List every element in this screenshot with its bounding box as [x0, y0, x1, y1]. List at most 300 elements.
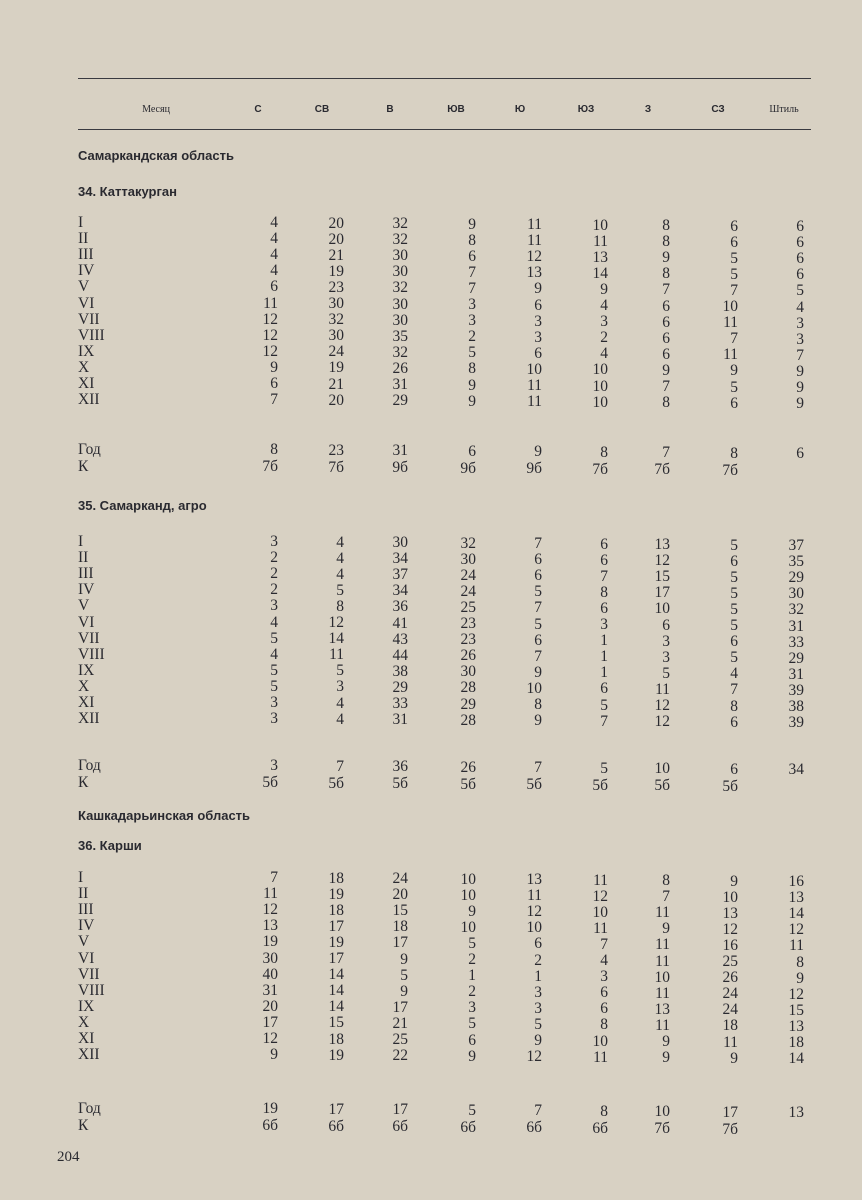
- cell: 11: [593, 1048, 608, 1066]
- cell: 24: [460, 582, 476, 600]
- cell: 13: [592, 248, 608, 266]
- cell: 16: [722, 936, 738, 954]
- cell: 3: [534, 328, 542, 346]
- cell: 24: [328, 343, 344, 361]
- cell: 25: [392, 1031, 408, 1048]
- cell: 9: [400, 950, 408, 968]
- cell: 7б: [592, 460, 608, 478]
- cell: 9: [400, 982, 408, 1000]
- cell: 17: [392, 934, 408, 952]
- month-row: [78, 565, 818, 587]
- cell: 6: [270, 278, 278, 296]
- cell: 5б: [460, 775, 476, 793]
- cell: 7: [796, 346, 804, 364]
- month-row: [78, 310, 818, 332]
- cell: 37: [788, 537, 804, 554]
- month-row: [78, 358, 818, 380]
- cell: 29: [788, 569, 804, 587]
- month-row: [78, 294, 818, 316]
- cell: 10: [592, 393, 608, 411]
- cell: 7б: [654, 1120, 670, 1137]
- cell: 8: [730, 697, 738, 715]
- cell: 8: [468, 360, 476, 378]
- cell: 31: [788, 617, 804, 635]
- row-label: III: [78, 565, 94, 583]
- cell: 31: [392, 376, 408, 393]
- cell: 7: [662, 281, 670, 299]
- cell: 5: [534, 583, 542, 601]
- cell: 8: [270, 441, 278, 458]
- page-number: 204: [57, 1149, 80, 1165]
- row-label: XI: [78, 375, 95, 392]
- row-label: IX: [78, 342, 95, 360]
- month-row: [78, 581, 818, 603]
- cell: 14: [328, 998, 344, 1016]
- cell: 11: [723, 1033, 738, 1051]
- cell: 37: [392, 566, 408, 584]
- cell: 10: [460, 918, 476, 936]
- cell: 2: [270, 549, 278, 567]
- cell: 7: [600, 935, 608, 953]
- cell: 5б: [654, 777, 670, 794]
- cell: 3: [270, 694, 278, 711]
- cell: 6: [796, 218, 804, 235]
- month-row: [78, 326, 818, 348]
- row-label: I: [78, 214, 84, 231]
- cell: 1: [600, 648, 608, 666]
- cell: 3: [534, 983, 542, 1001]
- cell: 12: [654, 552, 670, 570]
- cell: 8: [600, 1102, 608, 1120]
- cell: 3: [534, 999, 542, 1017]
- cell: 4: [270, 645, 278, 663]
- cell: 8: [600, 443, 608, 461]
- row-label: XII: [78, 1046, 100, 1064]
- cell: 43: [392, 630, 408, 648]
- cell: 7: [730, 681, 738, 699]
- row-label: II: [78, 885, 89, 903]
- row-label: VIII: [78, 645, 105, 663]
- cell: 5: [468, 934, 476, 952]
- cell: 18: [722, 1017, 738, 1035]
- cell: 9: [662, 361, 670, 379]
- cell: 11: [593, 232, 608, 250]
- month-row: [78, 278, 818, 300]
- k-row: [78, 774, 818, 795]
- cell: 11: [655, 904, 670, 922]
- row-label: I: [78, 869, 84, 886]
- month-row: [78, 262, 818, 284]
- station-title: 36. Карши: [78, 838, 142, 853]
- cell: 32: [392, 343, 408, 361]
- cell: 2: [468, 328, 476, 346]
- cell: 2: [468, 983, 476, 1001]
- cell: 5б: [328, 774, 344, 792]
- cell: 13: [526, 264, 542, 282]
- cell: 7: [534, 759, 542, 776]
- cell: 10: [592, 377, 608, 395]
- month-row: [78, 597, 818, 619]
- cell: 17: [328, 917, 344, 935]
- header-col: З: [644, 104, 652, 115]
- cell: 6: [468, 247, 476, 265]
- cell: 10: [654, 968, 670, 986]
- row-label: III: [78, 901, 94, 919]
- cell: 9: [662, 1049, 670, 1067]
- cell: 3: [468, 296, 476, 313]
- header-col: СЗ: [711, 104, 725, 115]
- cell: 6б: [392, 1118, 408, 1135]
- cell: 34: [392, 582, 408, 600]
- cell: 7: [730, 281, 738, 299]
- cell: 3: [600, 313, 608, 331]
- cell: 5б: [592, 776, 608, 794]
- cell: 4: [270, 214, 278, 231]
- month-row: [78, 549, 818, 571]
- row-label: I: [78, 533, 84, 550]
- cell: 5: [600, 759, 608, 777]
- month-row: [78, 1013, 818, 1035]
- cell: 6: [730, 633, 738, 651]
- cell: 12: [788, 921, 804, 939]
- row-label: XI: [78, 1030, 95, 1047]
- cell: 12: [526, 248, 542, 266]
- cell: 13: [788, 889, 804, 907]
- cell: 36: [392, 598, 408, 616]
- cell: 11: [723, 314, 738, 332]
- cell: 5б: [392, 775, 408, 792]
- cell: 7: [662, 378, 670, 395]
- cell: 12: [328, 614, 344, 631]
- k-row: [78, 458, 818, 479]
- cell: 9: [468, 376, 476, 394]
- month-row: [78, 949, 818, 971]
- row-label: IV: [78, 917, 95, 935]
- cell: 10: [460, 886, 476, 904]
- header-col: Ю: [514, 104, 526, 115]
- cell: 5: [468, 1101, 476, 1119]
- cell: 9б: [460, 459, 476, 477]
- cell: 24: [722, 1001, 738, 1019]
- cell: 9: [468, 1047, 476, 1065]
- cell: 5: [730, 536, 738, 554]
- cell: 8: [662, 394, 670, 412]
- cell: 3: [796, 330, 804, 348]
- cell: 24: [722, 985, 738, 1003]
- cell: 3: [468, 999, 476, 1017]
- cell: 3: [662, 648, 670, 666]
- cell: 7б: [654, 461, 670, 478]
- cell: 4: [336, 710, 344, 728]
- month-row: [78, 342, 818, 364]
- row-label: V: [78, 597, 90, 615]
- row-label: X: [78, 677, 90, 695]
- cell: 5: [400, 966, 408, 984]
- row-label: II: [78, 230, 89, 248]
- cell: 7: [534, 1102, 542, 1119]
- cell: 25: [460, 598, 476, 616]
- row-label: VI: [78, 949, 95, 967]
- cell: 6: [730, 217, 738, 235]
- cell: 4: [336, 533, 344, 551]
- cell: 9: [730, 872, 738, 890]
- cell: 10: [592, 361, 608, 379]
- cell: 9: [468, 902, 476, 920]
- row-label: VII: [78, 310, 100, 328]
- cell: 17: [392, 998, 408, 1016]
- cell: 10: [722, 888, 738, 906]
- cell: 6б: [526, 1119, 542, 1136]
- row-label: III: [78, 246, 94, 264]
- cell: 21: [328, 246, 344, 264]
- cell: 10: [592, 216, 608, 234]
- cell: 18: [788, 1034, 804, 1051]
- row-label: X: [78, 358, 90, 376]
- cell: 6: [796, 266, 804, 284]
- row-label: VI: [78, 294, 95, 312]
- cell: 6: [534, 631, 542, 649]
- cell: 4: [600, 345, 608, 363]
- month-row: [78, 613, 818, 635]
- month-row: [78, 917, 818, 939]
- cell: 9: [600, 280, 608, 298]
- cell: 30: [328, 295, 344, 312]
- cell: 8: [336, 597, 344, 615]
- year-row: [78, 1100, 818, 1121]
- cell: 32: [788, 601, 804, 619]
- cell: 4: [600, 952, 608, 969]
- cell: 30: [460, 663, 476, 681]
- cell: 13: [654, 1000, 670, 1018]
- cell: 8: [662, 217, 670, 234]
- cell: 14: [592, 264, 608, 282]
- year-row: [78, 441, 818, 462]
- cell: 3: [270, 533, 278, 550]
- cell: 10: [526, 360, 542, 378]
- cell: 8: [534, 696, 542, 713]
- cell: 24: [460, 566, 476, 584]
- cell: 10: [526, 919, 542, 937]
- cell: 11: [655, 1016, 670, 1034]
- cell: 35: [788, 553, 804, 571]
- cell: 30: [262, 949, 278, 967]
- cell: 12: [722, 920, 738, 938]
- year-row: [78, 757, 818, 778]
- row-label: IV: [78, 581, 95, 599]
- cell: 6: [662, 616, 670, 634]
- cell: 14: [328, 982, 344, 1000]
- cell: 32: [328, 311, 344, 329]
- cell: 10: [654, 760, 670, 777]
- cell: 31: [392, 711, 408, 729]
- cell: 15: [392, 902, 408, 920]
- cell: 19: [328, 359, 344, 377]
- cell: 22: [392, 1047, 408, 1065]
- cell: 8: [662, 265, 670, 283]
- cell: 6б: [262, 1117, 278, 1134]
- cell: 14: [328, 630, 344, 648]
- cell: 41: [392, 614, 408, 632]
- cell: 6: [600, 1000, 608, 1018]
- cell: 5: [534, 615, 542, 633]
- cell: 18: [328, 869, 344, 887]
- header-col: В: [386, 104, 394, 115]
- cell: 38: [392, 662, 408, 680]
- cell: 9: [730, 362, 738, 380]
- cell: 12: [654, 697, 670, 714]
- cell: 11: [789, 937, 804, 955]
- cell: 10: [722, 298, 738, 315]
- cell: 7: [336, 757, 344, 775]
- cell: 20: [392, 886, 408, 904]
- cell: 8: [796, 953, 804, 971]
- cell: 6: [796, 234, 804, 252]
- region-title: Самаркандская область: [78, 148, 234, 163]
- cell: 20: [328, 230, 344, 248]
- cell: 6б: [592, 1119, 608, 1137]
- cell: 30: [392, 263, 408, 281]
- cell: 18: [392, 918, 408, 936]
- cell: 35: [392, 327, 408, 345]
- cell: 14: [328, 966, 344, 984]
- row-label: К: [78, 1117, 89, 1134]
- header-col: СВ: [314, 104, 330, 115]
- cell: 7б: [722, 461, 738, 479]
- cell: 9: [662, 1033, 670, 1050]
- cell: 12: [526, 903, 542, 921]
- cell: 26: [460, 647, 476, 665]
- cell: 32: [392, 231, 408, 249]
- cell: 9: [662, 249, 670, 267]
- cell: 7б: [328, 458, 344, 476]
- header-col: Штиль: [769, 104, 799, 115]
- cell: 17: [328, 1100, 344, 1118]
- cell: 10: [592, 903, 608, 921]
- cell: 24: [392, 870, 408, 887]
- row-label: XII: [78, 391, 100, 409]
- cell: 30: [392, 295, 408, 313]
- row-label: XII: [78, 710, 100, 728]
- row-label: X: [78, 1013, 90, 1031]
- cell: 5б: [526, 776, 542, 793]
- cell: 17: [328, 950, 344, 967]
- cell: 7: [534, 647, 542, 665]
- cell: 9: [662, 920, 670, 938]
- cell: 17: [722, 1103, 738, 1121]
- cell: 21: [392, 1014, 408, 1032]
- cell: 29: [392, 678, 408, 696]
- cell: 28: [460, 679, 476, 697]
- cell: 39: [788, 714, 804, 732]
- cell: 4: [270, 262, 278, 280]
- cell: 23: [328, 278, 344, 296]
- cell: 30: [392, 311, 408, 329]
- region-title: Кашкадарьинская область: [78, 808, 251, 823]
- row-label: К: [78, 774, 89, 791]
- cell: 8: [468, 231, 476, 249]
- cell: 25: [722, 953, 738, 970]
- cell: 2: [270, 565, 278, 583]
- row-label: VI: [78, 613, 95, 631]
- cell: 26: [722, 969, 738, 987]
- cell: 3: [270, 757, 278, 774]
- row-label: VIII: [78, 981, 105, 999]
- header-col: С: [254, 104, 262, 115]
- cell: 15: [654, 568, 670, 586]
- month-row: [78, 645, 818, 667]
- cell: 12: [526, 1048, 542, 1066]
- month-row: [78, 1046, 818, 1068]
- cell: 3: [796, 314, 804, 332]
- cell: 7б: [722, 1120, 738, 1138]
- cell: 7: [600, 712, 608, 730]
- cell: 32: [460, 534, 476, 552]
- cell: 7: [270, 391, 278, 409]
- cell: 9б: [392, 459, 408, 476]
- cell: 11: [723, 346, 738, 364]
- cell: 11: [593, 871, 608, 889]
- cell: 9: [534, 443, 542, 460]
- month-row: [78, 981, 818, 1003]
- cell: 12: [262, 342, 278, 360]
- month-row: [78, 391, 818, 413]
- cell: 5: [730, 568, 738, 586]
- month-row: [78, 214, 818, 235]
- cell: 5: [730, 249, 738, 267]
- month-row: [78, 965, 818, 987]
- cell: 3: [270, 597, 278, 615]
- cell: 6: [534, 296, 542, 314]
- cell: 5: [796, 282, 804, 300]
- row-label: VII: [78, 629, 100, 647]
- cell: 16: [788, 873, 804, 890]
- month-row: [78, 230, 818, 252]
- cell: 5: [336, 581, 344, 599]
- row-label: II: [78, 549, 89, 567]
- cell: 5: [270, 661, 278, 679]
- month-row: [78, 533, 818, 554]
- month-row: [78, 933, 818, 955]
- cell: 7: [662, 888, 670, 906]
- cell: 8: [600, 583, 608, 601]
- cell: 32: [392, 215, 408, 232]
- cell: 29: [392, 392, 408, 410]
- cell: 4: [336, 549, 344, 567]
- cell: 17: [392, 1101, 408, 1118]
- cell: 7: [534, 535, 542, 552]
- cell: 11: [655, 984, 670, 1002]
- row-label: VIII: [78, 326, 105, 344]
- cell: 29: [460, 695, 476, 713]
- cell: 18: [328, 1030, 344, 1048]
- cell: 13: [788, 1017, 804, 1035]
- cell: 30: [392, 534, 408, 551]
- row-label: Год: [78, 441, 101, 458]
- cell: 6б: [328, 1117, 344, 1135]
- cell: 6: [534, 935, 542, 953]
- cell: 8: [662, 233, 670, 251]
- cell: 9: [534, 712, 542, 730]
- cell: 13: [788, 1104, 804, 1121]
- cell: 33: [392, 695, 408, 712]
- month-row: [78, 661, 818, 683]
- cell: 12: [262, 901, 278, 919]
- cell: 3: [534, 312, 542, 330]
- header-col: ЮЗ: [577, 104, 595, 115]
- cell: 19: [328, 885, 344, 903]
- cell: 40: [262, 965, 278, 983]
- cell: 9б: [526, 460, 542, 477]
